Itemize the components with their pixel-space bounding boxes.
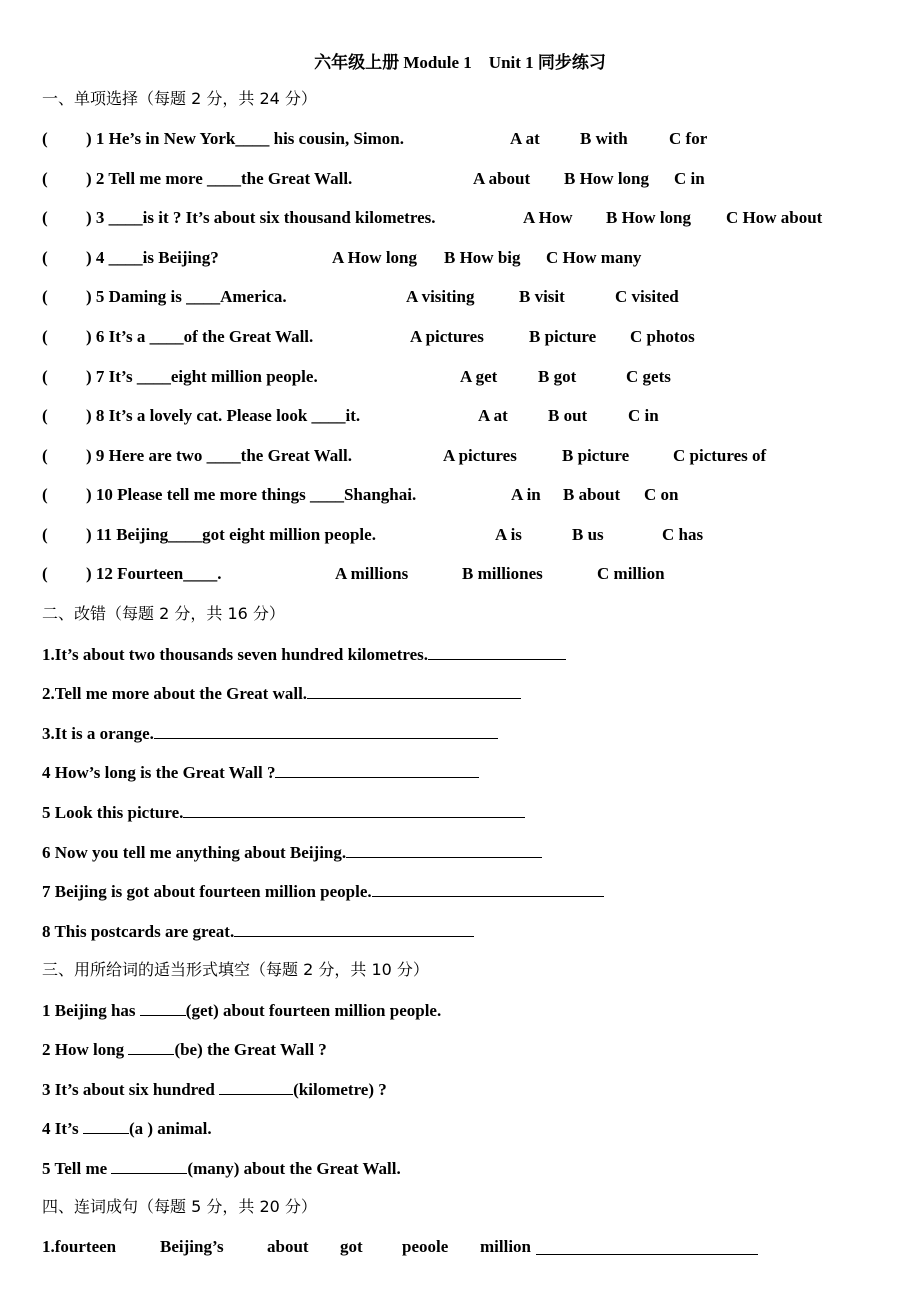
mc-item	[42, 524, 704, 546]
option-b[interactable]: B How long	[606, 208, 692, 227]
question-text: ) 11 Beijing____got eight million people.	[86, 525, 376, 544]
list-item: 7 Beijing is got about fourteen million people.	[42, 880, 604, 903]
question-text: ) 4 ____is Beijing?	[86, 248, 219, 267]
answer-paren[interactable]: (	[42, 327, 48, 346]
question-text: ) 6 It’s a ____of the Great Wall.	[86, 327, 314, 346]
option-c[interactable]: C on	[644, 485, 679, 504]
option-a[interactable]: A How	[523, 208, 573, 227]
answer-line[interactable]	[275, 761, 479, 778]
answer-paren[interactable]: (	[42, 169, 48, 188]
question-text: ) 5 Daming is ____America.	[86, 287, 287, 306]
answer-paren[interactable]: (	[42, 446, 48, 465]
section-heading-3: 三、用所给词的适当形式填空（每题 2 分，共 10 分）	[42, 960, 429, 979]
answer-paren[interactable]: (	[42, 564, 48, 583]
fill-blank[interactable]	[83, 1117, 129, 1134]
word-token: Beijing’s	[160, 1237, 224, 1256]
option-a[interactable]: A at	[510, 129, 540, 148]
answer-paren[interactable]: (	[42, 485, 48, 504]
mc-item	[42, 168, 705, 190]
option-a[interactable]: A How long	[332, 248, 418, 267]
option-b[interactable]: B How long	[564, 169, 650, 188]
mc-item	[42, 286, 679, 308]
option-c[interactable]: C million	[597, 564, 665, 583]
answer-line[interactable]	[372, 880, 604, 897]
option-b[interactable]: B picture	[529, 327, 597, 346]
list-item: 5 Tell me (many) about the Great Wall.	[42, 1159, 401, 1178]
question-text: ) 9 Here are two ____the Great Wall.	[86, 446, 352, 465]
list-item: 5 Look this picture.	[42, 801, 525, 824]
answer-paren[interactable]: (	[42, 208, 48, 227]
option-b[interactable]: B picture	[562, 446, 630, 465]
option-a[interactable]: A at	[478, 406, 508, 425]
option-c[interactable]: C for	[669, 129, 708, 148]
list-item: 2.Tell me more about the Great wall.	[42, 682, 521, 705]
list-item: 8 This postcards are great.	[42, 920, 474, 943]
answer-paren[interactable]: (	[42, 406, 48, 425]
list-item: 4 How’s long is the Great Wall ?	[42, 761, 479, 784]
word-token: about	[267, 1237, 309, 1256]
question-text: ) 12 Fourteen____.	[86, 564, 222, 583]
option-c[interactable]: C in	[628, 406, 659, 425]
option-c[interactable]: C photos	[630, 327, 695, 346]
list-item: 4 It’s (a ) animal.	[42, 1119, 212, 1138]
word-token: 1.fourteen	[42, 1237, 117, 1256]
list-item: 6 Now you tell me anything about Beijing.	[42, 841, 542, 864]
mc-item	[42, 484, 679, 506]
answer-line[interactable]	[536, 1238, 758, 1255]
mc-item	[42, 563, 665, 585]
page-title: 六年级上册 Module 1 Unit 1 同步练习	[314, 53, 606, 72]
list-item: 3.It is a orange.	[42, 722, 498, 745]
option-c[interactable]: C How about	[726, 208, 823, 227]
fill-blank[interactable]	[140, 999, 186, 1016]
question-text: ) 1 He’s in New York____ his cousin, Simon.	[86, 129, 404, 148]
option-b[interactable]: B milliones	[462, 564, 543, 583]
option-c[interactable]: C has	[662, 525, 704, 544]
mc-item	[42, 207, 823, 229]
fill-blank[interactable]	[219, 1078, 293, 1095]
answer-paren[interactable]: (	[42, 248, 48, 267]
option-c[interactable]: C in	[674, 169, 705, 188]
question-text: ) 3 ____is it ? It’s about six thousand kilometres.	[86, 208, 436, 227]
mc-item	[42, 366, 671, 388]
question-text: ) 8 It’s a lovely cat. Please look ____it.	[86, 406, 361, 425]
mc-item	[42, 128, 708, 150]
option-a[interactable]: A get	[460, 367, 498, 386]
option-a[interactable]: A pictures	[410, 327, 484, 346]
option-a[interactable]: A about	[473, 169, 531, 188]
answer-paren[interactable]: (	[42, 129, 48, 148]
question-text: ) 7 It’s ____eight million people.	[86, 367, 318, 386]
order-item	[42, 1236, 762, 1260]
section-heading-4: 四、连词成句（每题 5 分，共 20 分）	[42, 1197, 317, 1216]
answer-paren[interactable]: (	[42, 525, 48, 544]
answer-line[interactable]	[183, 801, 525, 818]
mc-item	[42, 405, 659, 427]
answer-line[interactable]	[428, 643, 566, 660]
mc-item	[42, 445, 767, 467]
list-item: 2 How long (be) the Great Wall ?	[42, 1040, 327, 1059]
fill-blank[interactable]	[111, 1157, 187, 1174]
option-b[interactable]: B out	[548, 406, 588, 425]
option-b[interactable]: B us	[572, 525, 604, 544]
option-a[interactable]: A visiting	[406, 287, 475, 306]
word-token: got	[340, 1237, 363, 1256]
option-a[interactable]: A pictures	[443, 446, 517, 465]
list-item: 1 Beijing has (get) about fourteen million people.	[42, 1001, 442, 1020]
question-text: ) 2 Tell me more ____the Great Wall.	[86, 169, 353, 188]
list-item: 3 It’s about six hundred (kilometre) ?	[42, 1080, 387, 1099]
option-b[interactable]: B visit	[519, 287, 565, 306]
list-item: 1.It’s about two thousands seven hundred kilometres.	[42, 643, 566, 666]
section-heading-2: 二、改错（每题 2 分，共 16 分）	[42, 604, 285, 623]
option-b[interactable]: B about	[563, 485, 621, 504]
word-token: million	[480, 1237, 532, 1256]
option-c[interactable]: C How many	[546, 248, 642, 267]
option-a[interactable]: A millions	[335, 564, 409, 583]
option-c[interactable]: C pictures of	[673, 446, 767, 465]
mc-item	[42, 247, 642, 269]
answer-paren[interactable]: (	[42, 367, 48, 386]
word-token: peoole	[402, 1237, 449, 1256]
section-heading-1: 一、单项选择（每题 2 分，共 24 分）	[42, 89, 317, 108]
option-a[interactable]: A in	[511, 485, 541, 504]
option-a[interactable]: A is	[495, 525, 522, 544]
fill-blank[interactable]	[128, 1038, 174, 1055]
mc-item	[42, 326, 695, 348]
option-b[interactable]: B got	[538, 367, 577, 386]
option-c[interactable]: C visited	[615, 287, 679, 306]
answer-line[interactable]	[307, 682, 521, 699]
answer-line[interactable]	[154, 722, 498, 739]
answer-line[interactable]	[346, 841, 542, 858]
answer-line[interactable]	[234, 920, 474, 937]
option-b[interactable]: B How big	[444, 248, 521, 267]
option-b[interactable]: B with	[580, 129, 628, 148]
answer-paren[interactable]: (	[42, 287, 48, 306]
question-text: ) 10 Please tell me more things ____Shanghai.	[86, 485, 417, 504]
option-c[interactable]: C gets	[626, 367, 671, 386]
